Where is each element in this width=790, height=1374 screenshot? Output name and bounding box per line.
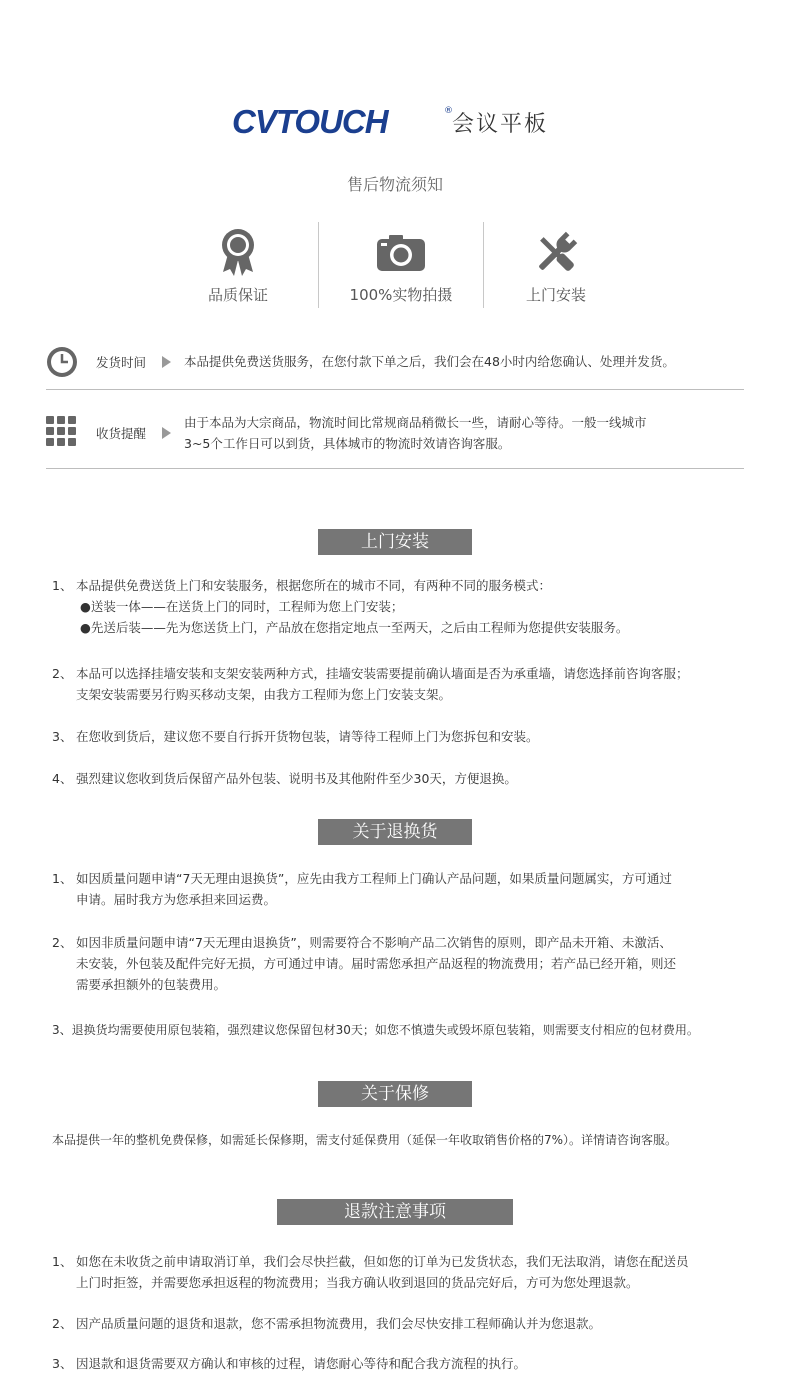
arrow-right-icon [162,427,171,439]
bullet-line: ●送装一体——在送货上门的同时，工程师为您上门安装； [80,599,404,614]
item-number: 2、 [52,935,73,950]
item-line: 在您收到货后，建议您不要自行拆开货物包装，请等待工程师上门为您拆包和安装。 [76,729,539,744]
info-line: 3~5个工作日可以到货，具体城市的物流时效请咨询客服。 [184,436,511,451]
item-line: 需要承担额外的包装费用。 [76,977,227,992]
item-number: 1、 [52,871,73,886]
info-title: 发货时间 [96,355,147,370]
divider [318,222,319,308]
delivery-reminder-row [46,415,746,451]
item-number: 1、 [52,1254,73,1269]
item-line: 未安装，外包装及配件完好无损，方可通过申请。届时需您承担产品返程的物流费用；若产品已经开箱，则还 [76,956,677,971]
warranty-text: 本品提供一年的整机免费保修，如需延长保修期，需支付延保费用（延保一年收取销售价格的7%）。详情请咨询客服。 [52,1133,678,1147]
divider [46,389,744,390]
install-item-3 [52,726,752,747]
section-heading-warranty: 关于保修 [318,1081,472,1107]
refund-item-2 [52,1313,752,1334]
refund-item-1 [52,1251,752,1293]
feature-quality [158,228,318,305]
refund-item-3 [52,1353,752,1374]
info-line: 本品提供免费送货服务，在您付款下单之后，我们会在48小时内给您确认、处理并发货。 [184,354,675,369]
item-line: 本品可以选择挂墙安装和支架安装两种方式，挂墙安装需要提前确认墙面是否为承重墙，请您选择前咨询客服； [76,666,689,681]
return-item-3 [52,1020,790,1041]
info-text [184,351,724,372]
item-number: 1、 [52,578,73,593]
item-number: 2、 [52,666,73,681]
feature-install [476,228,636,305]
brand-logo [232,102,562,142]
return-item-1 [52,868,752,910]
grid-icon [46,416,78,448]
item-number: 3、 [52,1356,73,1371]
item-line: 因产品质量问题的退货和退款，您不需承担物流费用，我们会尽快安排工程师确认并为您退款。 [76,1316,602,1331]
install-item-4 [52,768,752,789]
section-heading-return: 关于退换货 [318,819,472,845]
divider [46,468,744,469]
tools-icon [476,228,636,278]
install-item-2 [52,663,752,705]
install-item-1 [52,575,752,638]
item-number: 3、 [52,1023,72,1037]
info-title: 收货提醒 [96,426,147,441]
section-heading-refund: 退款注意事项 [277,1199,513,1225]
logo-subtitle: 会议平板 [452,112,549,137]
bullet-line: ●先送后装——先为您送货上门，产品放在您指定地点一至两天，之后由工程师为您提供安装服务。 [80,620,629,635]
item-number: 4、 [52,771,73,786]
camera-icon [321,228,481,278]
arrow-right-icon [162,356,171,368]
item-line: 如因非质量问题申请“7天无理由退换货”，则需要符合不影响产品二次销售的原则，即产品未开箱、未激活、 [76,935,672,950]
return-item-2 [52,932,752,995]
item-line: 上门时拒签，并需要您承担返程的物流费用；当我方确认收到退回的货品完好后，方可为您处理退款。 [76,1275,639,1290]
item-line: 强烈建议您收到货后保留产品外包装、说明书及其他附件至少30天，方便退换。 [76,771,517,786]
item-line: 本品提供免费送货上门和安装服务，根据您所在的城市不同，有两种不同的服务模式： [76,578,552,593]
section-heading-install: 上门安装 [318,529,472,555]
item-line: 申请。届时我方为您承担来回运费。 [76,892,277,907]
logo-wordmark: CVTOUCH [232,103,388,140]
item-number: 3、 [52,729,73,744]
item-number: 2、 [52,1316,73,1331]
award-ribbon-icon [158,228,318,278]
item-line: 如因质量问题申请“7天无理由退换货”，应先由我方工程师上门确认产品问题，如果质量问题属实，方可通过 [76,871,672,886]
feature-label: 100%实物拍摄 [349,286,453,304]
clock-icon [46,346,78,378]
shipping-time-row [46,346,746,378]
page-subtitle: 售后物流须知 [346,175,443,194]
item-line: 如您在未收货之前申请取消订单，我们会尽快拦截，但如您的订单为已发货状态，我们无法取消，请您在配送员 [76,1254,689,1269]
info-line: 由于本品为大宗商品，物流时间比常规商品稍微长一些，请耐心等待。一般一线城市 [184,415,647,430]
feature-label: 上门安装 [525,286,586,304]
item-line: 因退款和退货需要双方确认和审核的过程，请您耐心等待和配合我方流程的执行。 [76,1356,527,1371]
info-text [184,412,724,454]
feature-real-photo [321,228,481,305]
item-line: 退换货均需要使用原包装箱，强烈建议您保留包材30天；如您不慎遗失或毁坏原包装箱，则需要支付相应的包材费用。 [71,1023,699,1037]
logo-registered-mark: ® [444,106,453,116]
feature-label: 品质保证 [207,286,268,304]
item-line: 支架安装需要另行购买移动支架，由我方工程师为您上门安装支架。 [76,687,452,702]
